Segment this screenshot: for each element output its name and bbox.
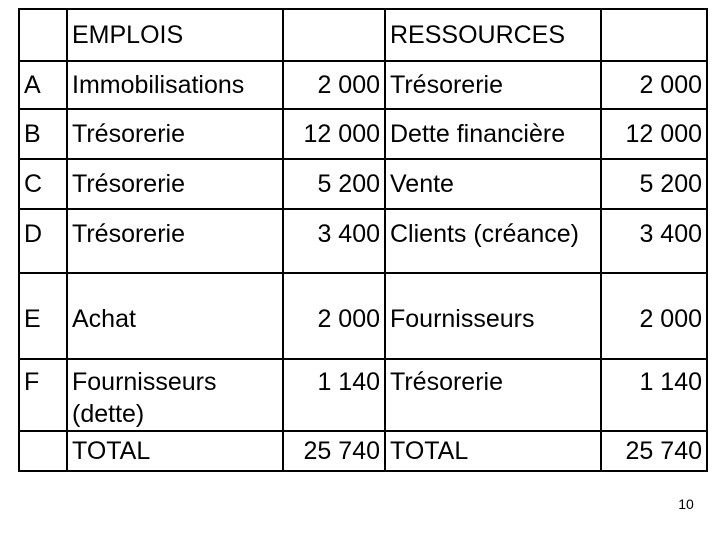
total-ressources-amount: 25 740 (601, 431, 707, 471)
table-row (19, 359, 707, 431)
total-emplois-label: TOTAL (67, 431, 283, 471)
emploi-amount: 2 000 (283, 61, 385, 109)
emploi-amount: 12 000 (283, 109, 385, 159)
ressource-label: Trésorerie (385, 359, 601, 431)
row-code: A (19, 61, 67, 109)
row-code: F (19, 359, 67, 431)
table-row (19, 273, 707, 359)
ressource-amount: 3 400 (601, 209, 707, 273)
ressource-label: Fournisseurs (385, 273, 601, 359)
row-code: D (19, 209, 67, 273)
total-ressources-label: TOTAL (385, 431, 601, 471)
table-row (19, 61, 707, 109)
emploi-amount: 1 140 (283, 359, 385, 431)
emploi-label: Trésorerie (67, 209, 283, 273)
ressource-amount: 1 140 (601, 359, 707, 431)
emploi-amount: 2 000 (283, 273, 385, 359)
header-emplois: EMPLOIS (67, 9, 283, 61)
table-row (19, 109, 707, 159)
total-code-cell (19, 431, 67, 471)
table-row (19, 159, 707, 209)
emploi-label: Fournisseurs (dette) (67, 359, 283, 431)
ressource-amount: 2 000 (601, 61, 707, 109)
ressource-amount: 5 200 (601, 159, 707, 209)
row-code: B (19, 109, 67, 159)
emploi-label: Achat (67, 273, 283, 359)
ressource-amount: 12 000 (601, 109, 707, 159)
ressource-label: Clients (créance) (385, 209, 601, 273)
emploi-label: Trésorerie (67, 159, 283, 209)
emploi-amount: 3 400 (283, 209, 385, 273)
ressource-label: Dette financière (385, 109, 601, 159)
page-number: 10 (678, 496, 694, 512)
header-ressources-amount-cell (601, 9, 707, 61)
table-row (19, 209, 707, 273)
emploi-label: Trésorerie (67, 109, 283, 159)
emplois-ressources-table (18, 8, 708, 472)
row-code: C (19, 159, 67, 209)
header-ressources: RESSOURCES (385, 9, 601, 61)
header-row (19, 9, 707, 61)
total-row (19, 431, 707, 471)
total-emplois-amount: 25 740 (283, 431, 385, 471)
row-code: E (19, 273, 67, 359)
header-code-cell (19, 9, 67, 61)
ressource-label: Vente (385, 159, 601, 209)
ressource-label: Trésorerie (385, 61, 601, 109)
emploi-label: Immobilisations (67, 61, 283, 109)
ressource-amount: 2 000 (601, 273, 707, 359)
header-emplois-amount-cell (283, 9, 385, 61)
emploi-amount: 5 200 (283, 159, 385, 209)
